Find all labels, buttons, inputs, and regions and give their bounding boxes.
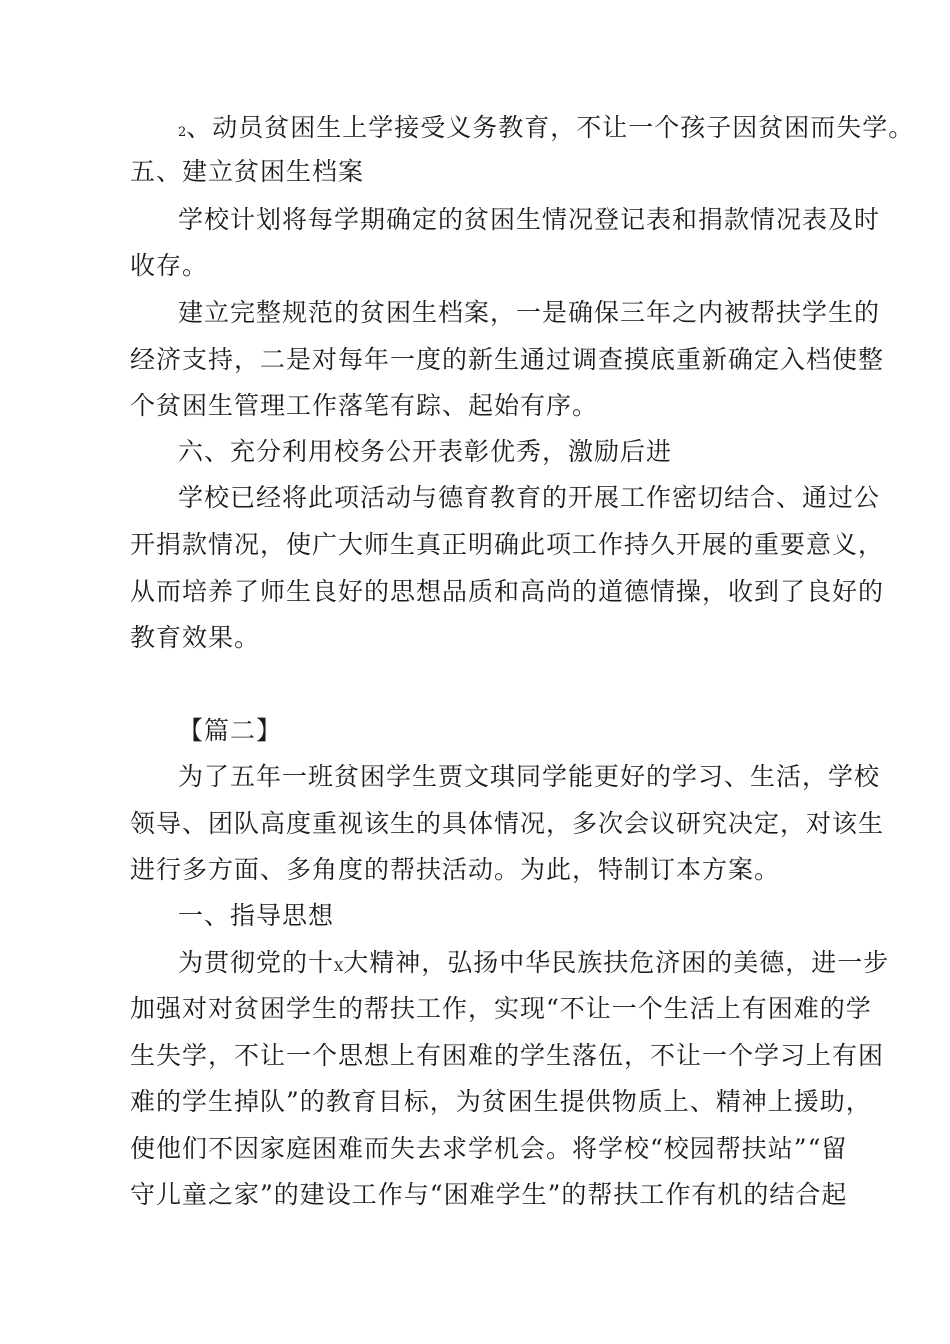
paragraph-line: 使他们不因家庭困难而失去求学机会。将学校“校园帮扶站”“留 (130, 1134, 848, 1163)
paragraph-line: 收存。 (130, 251, 209, 280)
section-heading: 一、指导思想 (178, 901, 335, 930)
line-text: 、动员贫困生上学接受义务教育，不让一个孩子因贫困而失学。 (186, 113, 915, 142)
paragraph-line: 领导、团队高度重视该生的具体情况，多次会议研究决定，对该生 (130, 809, 885, 838)
paragraph-line: 学校计划将每学期确定的贫困生情况登记表和捐款情况表及时 (178, 205, 881, 234)
paragraph-line (178, 948, 889, 983)
paragraph-line: 生失学，不让一个思想上有困难的学生落伍，不让一个学习上有困 (130, 1041, 885, 1070)
paragraph-line: 进行多方面、多角度的帮扶活动。为此，特制订本方案。 (130, 855, 781, 884)
list-number: 2 (178, 125, 187, 140)
paragraph-line: 加强对对贫困学生的帮扶工作，实现“不让一个生活上有困难的学 (130, 994, 872, 1023)
placeholder-mark: X (334, 960, 344, 975)
paragraph-line: 个贫困生管理工作落笔有踪、起始有序。 (130, 391, 599, 420)
paragraph-line: 为了五年一班贫困学生贾文琪同学能更好的学习、生活，学校 (178, 762, 881, 791)
part-heading: 【篇二】 (178, 716, 283, 745)
paragraph-line: 守儿童之家”的建设工作与“困难学生”的帮扶工作有机的结合起 (130, 1180, 848, 1209)
section-heading: 五、建立贫困生档案 (130, 157, 365, 186)
line-text: 大精神，弘扬中华民族扶危济困的美德，进一步 (343, 948, 890, 977)
paragraph-line (178, 113, 914, 148)
paragraph-line: 教育效果。 (130, 623, 261, 652)
paragraph-line: 开捐款情况，使广大师生真正明确此项工作持久开展的重要意义， (130, 530, 885, 559)
section-heading: 六、充分利用校务公开表彰优秀，激励后进 (178, 437, 673, 466)
paragraph-line: 难的学生掉队”的教育目标，为贫困生提供物质上、精神上援助， (130, 1087, 872, 1116)
paragraph-line: 经济支持，二是对每年一度的新生通过调查摸底重新确定入档使整 (130, 345, 885, 374)
paragraph-line: 建立完整规范的贫困生档案，一是确保三年之内被帮扶学生的 (178, 298, 881, 327)
line-text: 为贯彻党的十 (178, 948, 335, 977)
paragraph-line: 从而培养了师生良好的思想品质和高尚的道德情操，收到了良好的 (130, 577, 885, 606)
paragraph-line: 学校已经将此项活动与德育教育的开展工作密切结合、通过公 (178, 483, 881, 512)
